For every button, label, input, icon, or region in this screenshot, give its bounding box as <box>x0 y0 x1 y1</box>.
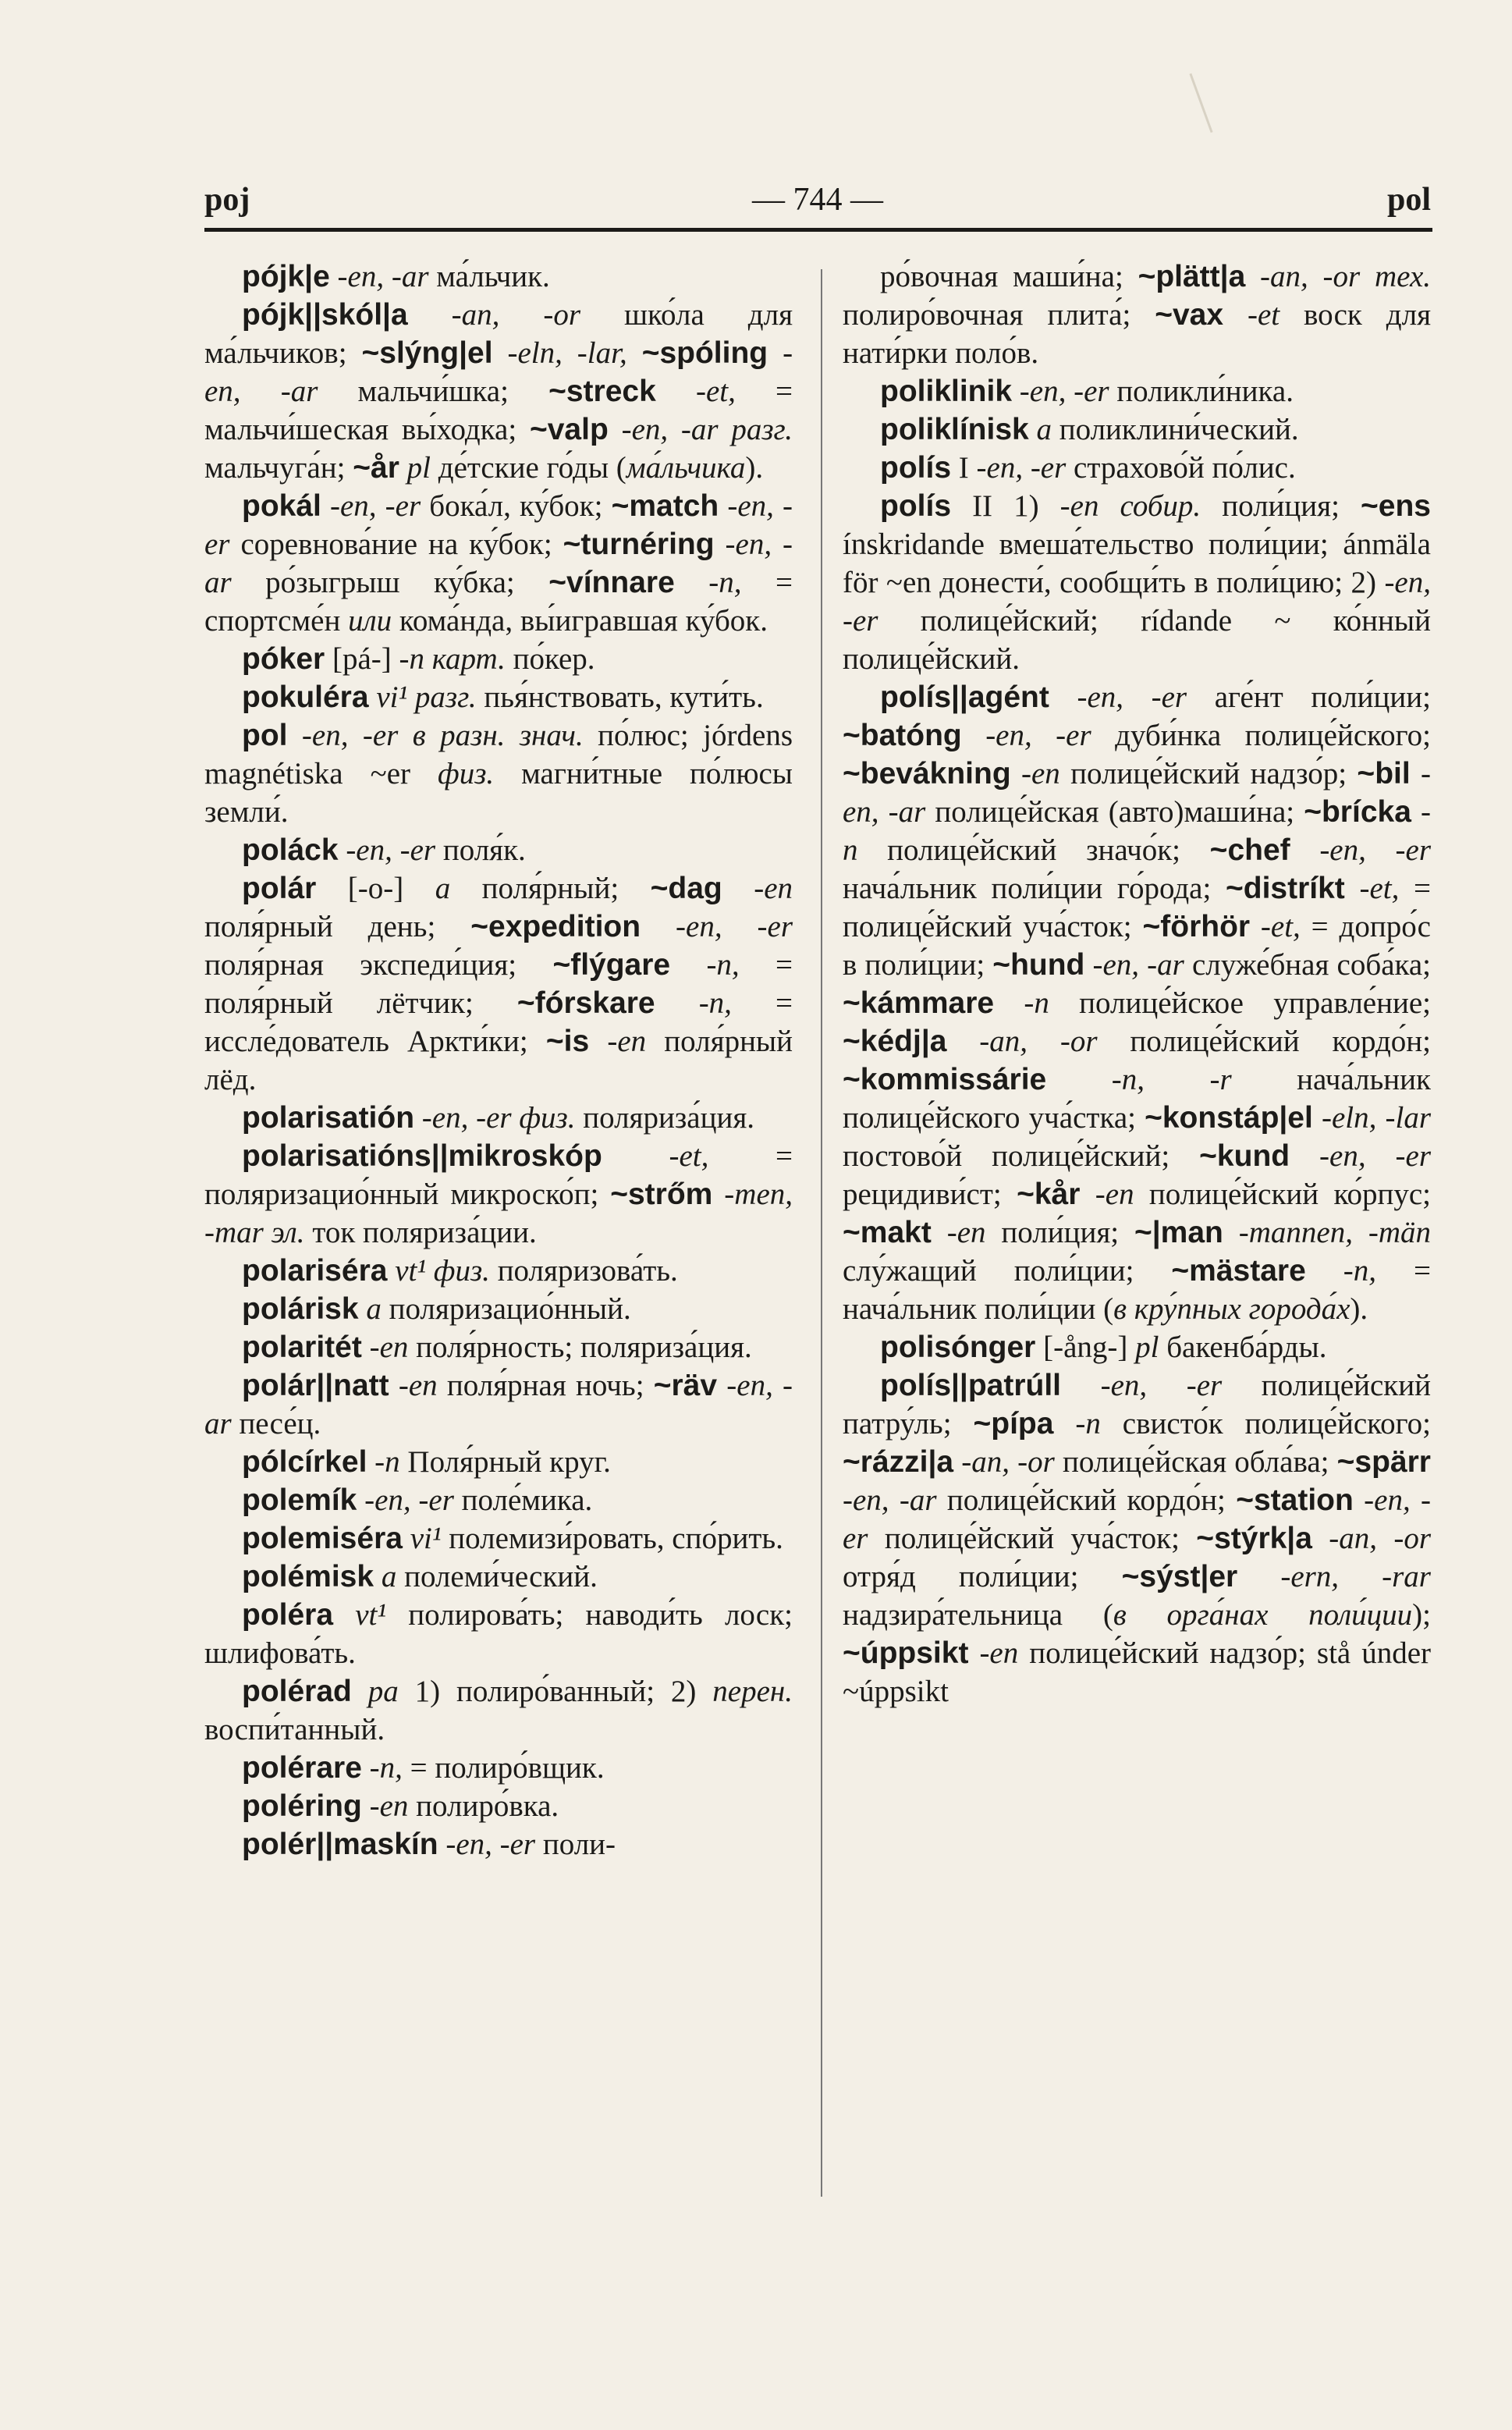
dictionary-entry: polár [-o-] a поля́рный; ~dag -en поля́рный день; ~expedition -en, -er поля́рная экспеди́ция; ~flýgare -n, = поля́рный лётчик; ~fórskare -n, = иссле́дователь Аркти́ки; ~is -en поля́рный лёд. <box>204 872 793 1096</box>
pencil-mark <box>1189 73 1212 133</box>
dictionary-entry: polís||agént -en, -er аге́нт поли́ции; ~batóng -en, -er дуби́нка полице́йского; ~bevákning -en полице́йский надзо́р; ~bil -en, -ar полице́йская (авто)маши́на; ~brícka -n полице́йский значо́к; ~chef -en, -er нача́льник поли́ции го́рода; ~distríkt -et, = полице́йский уча́сток; ~förhör -et, = допро́с в поли́ции; ~hund -en, -ar служе́бная соба́ка; ~kámmare -n полице́йское управле́ние; ~kédj|a -an, -or полице́йский кордо́н; ~kommissárie -n, -r нача́льник полице́йского уча́стка; ~konstáp|el -eln, -lar постово́й полице́йский; ~kund -en, -er рецидиви́ст; ~kår -en полице́йский ко́рпус; ~makt -en поли́ция; ~|man -mannen, -män слу́жащий поли́ции; ~mästare -n, = нача́льник поли́ции (в кру́пных города́х). <box>843 680 1432 1326</box>
dictionary-entry: polisónger [-ång-] pl бакенба́рды. <box>880 1330 1327 1364</box>
dictionary-entry: pójk|e -en, -ar ма́льчик. <box>242 260 550 293</box>
dictionary-entry: poléring -en полиро́вка. <box>242 1789 559 1823</box>
dictionary-entry: polárisk a поляризацио́нный. <box>242 1292 631 1326</box>
dictionary-entry: polís II 1) -en собир. поли́ция; ~ens ínskridande вмеша́тельство поли́ции; ánmäla för ~en донести́, сообщи́ть в поли́цию; 2) -en, -er полице́йский; rídande ~ ко́нный полице́йский. <box>843 489 1431 676</box>
dictionary-entry: poláck -en, -er поля́к. <box>242 833 526 867</box>
right-column <box>843 258 1431 1711</box>
dictionary-entry: polémisk a полеми́ческий. <box>242 1560 598 1593</box>
dictionary-entry: polarisatión -en, -er физ. поляриза́ция. <box>242 1101 755 1135</box>
page-number: — 744 — <box>752 182 883 218</box>
dictionary-entry: pólcírkel -n Поля́рный круг. <box>242 1445 611 1479</box>
dictionary-entry: polarisatións||mikroskóp -et, = поляризацио́нный микроско́п; ~strőm -men, -mar эл. ток поляриза́ции. <box>204 1139 793 1249</box>
dictionary-entry: polaritét -en поля́рность; поляриза́ция. <box>242 1330 752 1364</box>
dictionary-entry: pójk||skól|a -an, -or шко́ла для ма́льчиков; ~slýng|el -eln, -lar, ~spóling -en, -ar мальчи́шка; ~streck -et, = мальчи́шеская вы́ходка; ~valp -en, -ar разг. мальчуга́н; ~år pl де́тские го́ды (ма́льчика). <box>204 298 793 485</box>
dictionary-entry: polérad pa 1) полиро́ванный; 2) перен. воспи́танный. <box>204 1675 793 1746</box>
dictionary-entry: polemiséra vi¹ полемизи́ровать, спо́рить. <box>242 1522 783 1555</box>
left-guide-word: poj <box>204 182 250 218</box>
dictionary-entry: polariséra vt¹ физ. поляризова́ть. <box>242 1254 678 1288</box>
dictionary-entry: polér||maskín -en, -er поли- <box>242 1828 616 1861</box>
dictionary-entry: poléra vt¹ полирова́ть; наводи́ть лоск; шлифова́ть. <box>204 1598 793 1670</box>
dictionary-entry: polár||natt -en поля́рная ночь; ~räv -en, -ar песе́ц. <box>204 1369 793 1441</box>
dictionary-entry: pol -en, -er в разн. знач. по́люс; jórdens magnétiska ~er физ. магни́тные по́люсы земли́. <box>204 719 793 829</box>
dictionary-entry: polís||patrúll -en, -er полице́йский патру́ль; ~pípa -n свисто́к полице́йского; ~rázzi|a -an, -or полице́йская обла́ва; ~spärr -en, -ar полице́йский кордо́н; ~station -en, -er полице́йский уча́сток; ~stýrk|a -an, -or отря́д поли́ции; ~sýst|er -ern, -rar надзира́тельница (в орга́нах поли́ции); ~úppsikt -en полице́йский надзо́р; stå únder ~úppsikt <box>843 1369 1432 1708</box>
dictionary-entry: poliklínisk a поликлини́ческий. <box>880 413 1299 446</box>
dictionary-entry: polérare -n, = полиро́вщик. <box>242 1751 605 1785</box>
dictionary-entry: pokál -en, -er бока́л, ку́бок; ~match -en, -er соревнова́ние на ку́бок; ~turnéring -en, -ar ро́зыгрыш ку́бка; ~vínnare -n, = спортсме́н или кома́нда, вы́игравшая ку́бок. <box>204 489 793 638</box>
dictionary-entry: póker [pá-] -n карт. по́кер. <box>242 642 595 676</box>
dictionary-entry: poliklinik -en, -er поликли́ника. <box>880 375 1294 408</box>
right-guide-word: pol <box>1386 182 1431 218</box>
dictionary-entry: polís I -en, -er страхово́й по́лис. <box>880 451 1296 485</box>
header-rule <box>204 228 1432 232</box>
column-divider <box>821 269 822 2197</box>
dictionary-entry: ро́вочная маши́на; ~plätt|a -an, -or тех. полиро́вочная плита́; ~vax -et воск для нати́рки поло́в. <box>843 260 1432 370</box>
dictionary-entry: polemík -en, -er поле́мика. <box>242 1483 593 1517</box>
page-header <box>204 181 1431 228</box>
dictionary-entry: pokuléra vi¹ разг. пья́нствовать, кути́ть. <box>242 680 764 714</box>
left-column <box>204 258 793 1863</box>
